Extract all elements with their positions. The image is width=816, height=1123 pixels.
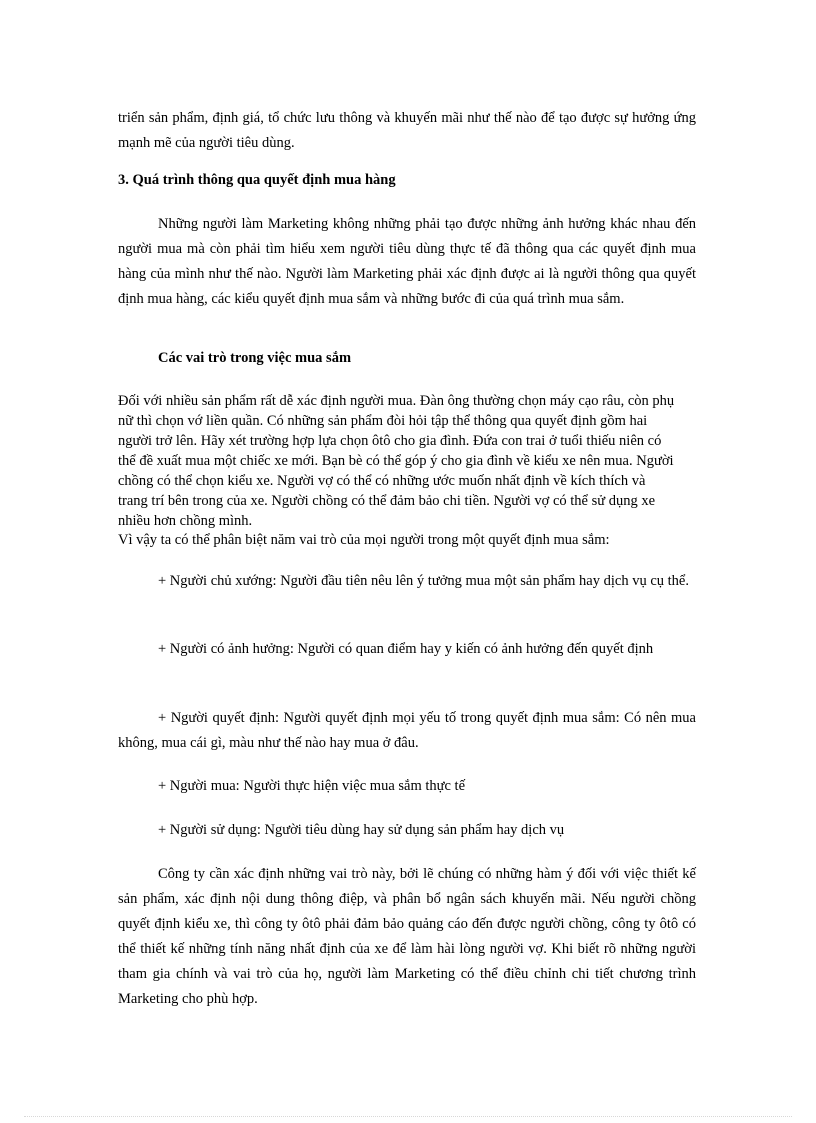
section-heading: 3. Quá trình thông qua quyết định mua hàng (118, 172, 396, 188)
sub-heading: Các vai trò trong việc mua sắm (158, 350, 352, 366)
role-item: + Người sử dụng: Người tiêu dùng hay sử dụng sản phẩm hay dịch vụ (158, 822, 565, 838)
continuation-paragraph: triển sản phẩm, định giá, tổ chức lưu thông và khuyến mãi như thế nào để tạo được sự hưởng ứng mạnh mẽ của người tiêu dùng. (118, 110, 696, 151)
roles-intro-block: Đối với nhiều sản phẩm rất dễ xác định người mua. Đàn ông thường chọn máy cạo râu, còn phụ nữ thì chọn vớ liền quần. Có những sản phẩm đòi hỏi tập thể thông qua quyết định gồm hai người trở lên. Hãy xét trường hợp lựa chọn ôtô cho gia đình. Đứa con trai ở tuổi thiếu niên có thể đề xuất mua một chiếc xe mới. Bạn bè có thể góp ý cho gia đình về kiểu xe nên mua. Người chồng có thể chọn kiểu xe. Người vợ có thể có những ước muốn nhất định về kích thích và trang trí bên trong của xe. Người chồng có thể đảm bảo chi tiền. Người vợ có thể sử dụng xe nhiều hơn chồng mình. (118, 393, 675, 529)
role-item: + Người có ảnh hưởng: Người có quan điểm hay y kiến có ảnh hưởng đến quyết định (158, 641, 654, 657)
roles-lead: Vì vậy ta có thể phân biệt năm vai trò của mọi người trong một quyết định mua sắm: (118, 532, 610, 548)
role-item: + Người quyết định: Người quyết định mọi yếu tố trong quyết định mua sắm: Có nên mua không, mua cái gì, màu như thế nào hay mua ở đâu. (118, 710, 696, 751)
page-bottom-divider (24, 1116, 792, 1117)
role-item: + Người mua: Người thực hiện việc mua sắm thực tế (158, 778, 466, 794)
closing-paragraph: Công ty cần xác định những vai trò này, bởi lẽ chúng có những hàm ý đối với việc thiết kế sản phẩm, xác định nội dung thông điệp, và phân bổ ngân sách khuyến mãi. Nếu người chồng quyết định kiểu xe, thì công ty ôtô phải đảm bảo quảng cáo đến được người chồng, công ty ôtô có thể thiết kế những tính năng nhất định của xe để làm hài lòng người vợ. Khi biết rõ những người tham gia chính và vai trò của họ, người làm Marketing có thể điều chỉnh chi tiết chương trình Marketing cho phù hợp. (118, 866, 696, 1007)
role-item: + Người chủ xướng: Người đầu tiên nêu lên ý tưởng mua một sản phẩm hay dịch vụ cụ thể. (158, 573, 689, 589)
intro-paragraph: Những người làm Marketing không những phải tạo được những ảnh hưởng khác nhau đến người mua mà còn phải tìm hiểu xem người tiêu dùng thực tế đã thông qua các quyết định mua hàng của mình như thế nào. Người làm Marketing phải xác định được ai là người thông qua quyết định mua hàng, các kiểu quyết định mua sắm và những bước đi của quá trình mua sắm. (118, 216, 696, 307)
